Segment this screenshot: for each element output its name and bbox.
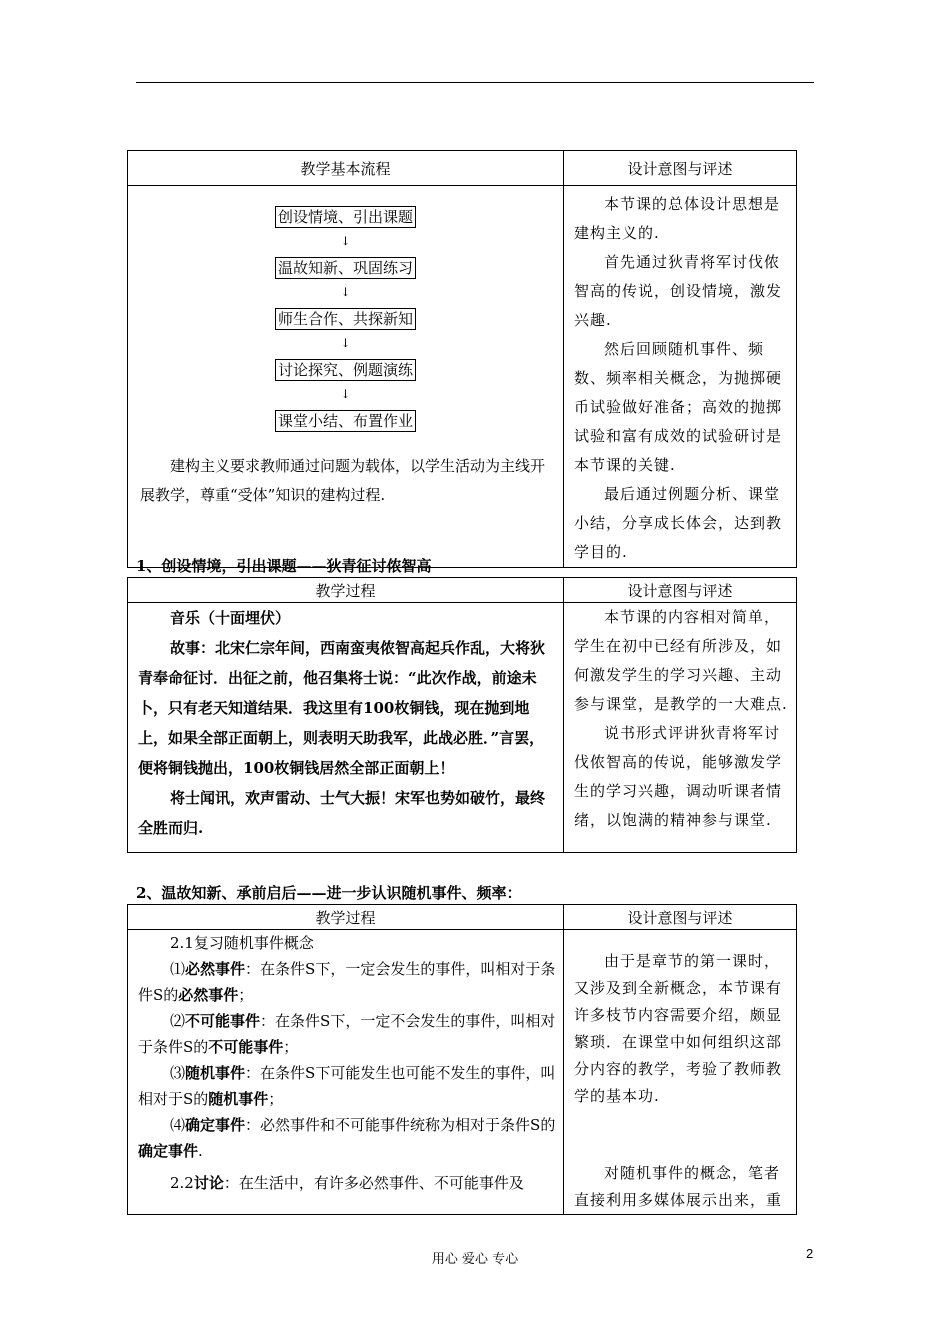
commentary-paragraph: 本节课的总体设计思想是建构主义的.: [574, 195, 781, 242]
arrow-down-icon: ↓: [340, 387, 351, 401]
footer-motto: 用心 爱心 专心: [431, 1252, 519, 1267]
section-title: 2、温故知新、承前启后——进一步认识随机事件、频率：: [136, 884, 522, 902]
arrow-down-icon: ↓: [340, 285, 351, 299]
section-title: 1、创设情境，引出课题——狄青征讨侬智高: [136, 557, 432, 575]
page-number: 2: [806, 1246, 814, 1261]
section1-header-right: 设计意图与评述: [564, 578, 797, 603]
section2-header-left: 教学过程: [128, 905, 564, 930]
concepts-cell: [128, 930, 564, 1215]
commentary-paragraph: 对随机事件的概念，笔者直接利用多媒体展示出来，重: [574, 1164, 783, 1209]
flow-cell: [128, 186, 564, 568]
commentary-paragraph: 最后通过例题分析、课堂小结，分享成长体会，达到教学目的.: [574, 485, 783, 561]
concept-item: ⑶随机事件：在条件S下可能发生也可能不发生的事件，叫相对于S的随机事件；: [138, 1064, 556, 1108]
commentary-paragraph: 然后回顾随机事件、频数、频率相关概念，为抛掷硬币试验做好准备；高效的抛掷试验和富有成效的试验研讨是本节课的关键.: [574, 340, 783, 474]
section1-table: [127, 577, 797, 853]
story-commentary-cell: [564, 603, 797, 853]
flow-step: 讨论探究、例题演练: [271, 359, 421, 381]
concept-item: ⑴必然事件：在条件S下，一定会发生的事件，叫相对于条件S的必然事件；: [138, 960, 556, 1004]
flow-table: [127, 150, 797, 568]
section2-header-right: 设计意图与评述: [564, 905, 797, 930]
flow-description: 建构主义要求教师通过问题为载体，以学生活动为主线开展教学，尊重“受体”知识的建构过程.: [140, 457, 546, 504]
flow-table-header-left: 教学基本流程: [128, 151, 564, 186]
commentary-paragraph: 本节课的内容相对简单，学生在初中已经有所涉及，如何激发学生的学习兴趣、主动参与课堂，是教学的一大难点.: [574, 608, 788, 713]
story-commentary: [564, 603, 796, 835]
commentary-paragraph: 由于是章节的第一课时，又涉及到全新概念，本节课有许多枝节内容需要介绍，颇显繁琐．在课堂中如何组织这部分内容的教学，考验了教师教学的基本功.: [574, 952, 783, 1105]
concept-item: ⑷确定事件：必然事件和不可能事件统称为相对于条件S的确定事件.: [138, 1116, 556, 1160]
flow-step: 课堂小结、布置作业: [271, 410, 421, 432]
story-text: [128, 603, 563, 843]
header-rule: [136, 82, 814, 83]
flow-chart: [128, 186, 563, 432]
concepts-heading: 2.1复习随机事件概念: [170, 934, 314, 952]
concept-item: ⑵不可能事件：在条件S下，一定不会发生的事件，叫相对于条件S的不可能事件；: [138, 1012, 556, 1056]
flow-table-header-right: 设计意图与评述: [564, 151, 797, 186]
flow-commentary-cell: [564, 186, 797, 568]
flow-commentary: [564, 186, 796, 567]
story-cell: [128, 603, 564, 853]
arrow-down-icon: ↓: [340, 234, 351, 248]
story-paragraph: 故事：北宋仁宗年间，西南蛮夷侬智高起兵作乱，大将狄青奉命征讨．出征之前，他召集将士说：“此次作战，前途未卜，只有老天知道结果．我这里有100枚铜钱，现在抛到地上，如果全部正面朝上，则表明天助我军，此战必胜．”言罢，便将铜钱抛出，100枚铜钱居然全部正面朝上！: [138, 639, 546, 777]
flow-step: 温故知新、巩固练习: [271, 257, 421, 279]
concepts-text: [128, 930, 563, 1196]
concepts-commentary-cell: [564, 930, 797, 1215]
discussion-line: 2.2讨论：在生活中，有许多必然事件、不可能事件及: [170, 1174, 524, 1192]
story-paragraph: 音乐（十面埋伏）: [170, 609, 291, 627]
section2-table: [127, 904, 797, 1215]
flow-step: 创设情境、引出课题: [271, 206, 421, 228]
section1-header-left: 教学过程: [128, 578, 564, 603]
arrow-down-icon: ↓: [340, 336, 351, 350]
story-paragraph: 将士闻讯，欢声雷动、士气大振！宋军也势如破竹，最终全胜而归.: [138, 789, 546, 837]
concepts-commentary: [564, 930, 796, 1214]
commentary-paragraph: 首先通过狄青将军讨伐侬智高的传说，创设情境，激发兴趣.: [574, 253, 783, 329]
commentary-paragraph: 说书形式评讲狄青将军讨伐侬智高的传说，能够激发学生的学习兴趣，调动听课者情绪，以饱满的精神参与课堂.: [574, 724, 783, 829]
flow-step: 师生合作、共探新知: [271, 308, 421, 330]
